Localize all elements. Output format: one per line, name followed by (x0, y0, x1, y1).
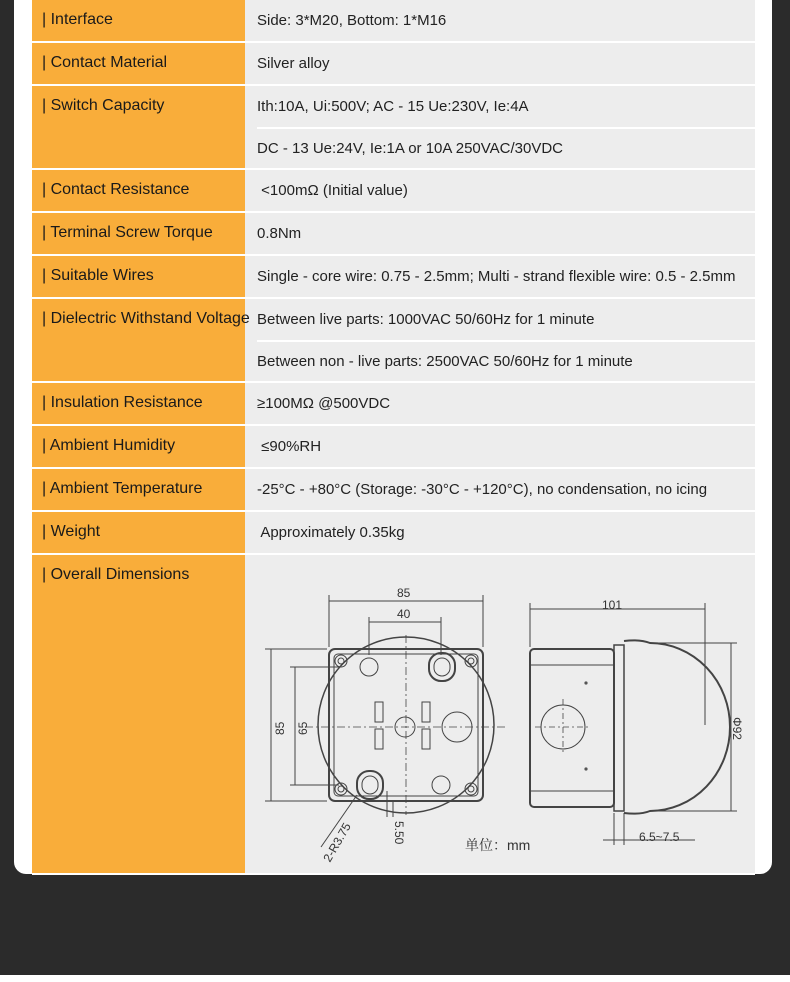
spec-value-line: Approximately 0.35kg (257, 524, 405, 541)
spec-row (32, 299, 755, 383)
dim-offset: 5.50 (392, 821, 406, 845)
spec-label: | Insulation Resistance (32, 383, 245, 424)
spec-value-line: -25°C - +80°C (Storage: -30°C - +120°C), no condensation, no icing (257, 481, 708, 498)
spec-label: | Ambient Temperature (32, 469, 245, 510)
spec-value-line: Ith:10A, Ui:500V; AC - 15 Ue:230V, Ie:4A (257, 98, 529, 115)
spec-value (245, 512, 755, 553)
spec-label: | Contact Resistance (32, 170, 245, 211)
spec-label: | Terminal Screw Torque (32, 213, 245, 254)
spec-value (245, 256, 755, 297)
spec-value (245, 86, 755, 168)
spec-row (32, 426, 755, 469)
spec-value-line: <100mΩ (Initial value) (257, 182, 408, 199)
dimension-diagram (245, 555, 755, 873)
spec-row-overall-dimensions (32, 555, 755, 875)
spec-value-line: Between non - live parts: 2500VAC 50/60Hz for 1 minute (257, 340, 755, 381)
spec-value-line: Between live parts: 1000VAC 50/60Hz for 1 minute (257, 311, 595, 328)
spec-value (245, 213, 755, 254)
dim-diameter: Φ92 (730, 717, 744, 740)
spec-row (32, 512, 755, 555)
dim-height-65: 65 (296, 721, 310, 735)
spec-row (32, 256, 755, 299)
dim-depth-101: 101 (602, 598, 623, 612)
spec-value (245, 0, 755, 41)
dimension-drawing (245, 555, 755, 873)
spec-row (32, 0, 755, 43)
spec-value (245, 299, 755, 381)
spec-value-line: ≥100MΩ @500VDC (257, 395, 391, 412)
spec-label: | Ambient Humidity (32, 426, 245, 467)
spec-value (245, 426, 755, 467)
spec-table (32, 0, 755, 875)
spec-label: | Interface (32, 0, 245, 41)
spec-value-line: 0.8Nm (257, 225, 302, 242)
dim-radius: 2-R3.75 (320, 820, 354, 865)
spec-label: | Overall Dimensions (32, 555, 245, 873)
spec-row (32, 86, 755, 170)
spec-row (32, 383, 755, 426)
spec-row (32, 170, 755, 213)
spec-value (245, 383, 755, 424)
spec-label: | Weight (32, 512, 245, 553)
dim-width-85: 85 (397, 586, 411, 600)
spec-value-line: DC - 13 Ue:24V, Ie:1A or 10A 250VAC/30VDC (257, 127, 755, 168)
spec-row (32, 469, 755, 512)
bottom-strip (0, 975, 790, 982)
dim-flange: 6.5~7.5 (639, 830, 680, 844)
spec-label: | Switch Capacity (32, 86, 245, 168)
spec-row (32, 43, 755, 86)
spec-label: | Suitable Wires (32, 256, 245, 297)
spec-value-line: Side: 3*M20, Bottom: 1*M16 (257, 12, 447, 29)
dim-height-85: 85 (273, 721, 287, 735)
spec-value-line: ≤90%RH (257, 438, 322, 455)
spec-value (245, 43, 755, 84)
spec-value-line: Silver alloy (257, 55, 330, 72)
spec-value-line: Single - core wire: 0.75 - 2.5mm; Multi - strand flexible wire: 0.5 - 2.5mm (257, 268, 736, 285)
dim-width-40: 40 (397, 607, 411, 621)
spec-row (32, 213, 755, 256)
spec-label: | Dielectric Withstand Voltage (32, 299, 245, 381)
spec-value (245, 469, 755, 510)
dim-unit: 单位：mm (465, 837, 531, 853)
spec-value (245, 170, 755, 211)
spec-label: | Contact Material (32, 43, 245, 84)
